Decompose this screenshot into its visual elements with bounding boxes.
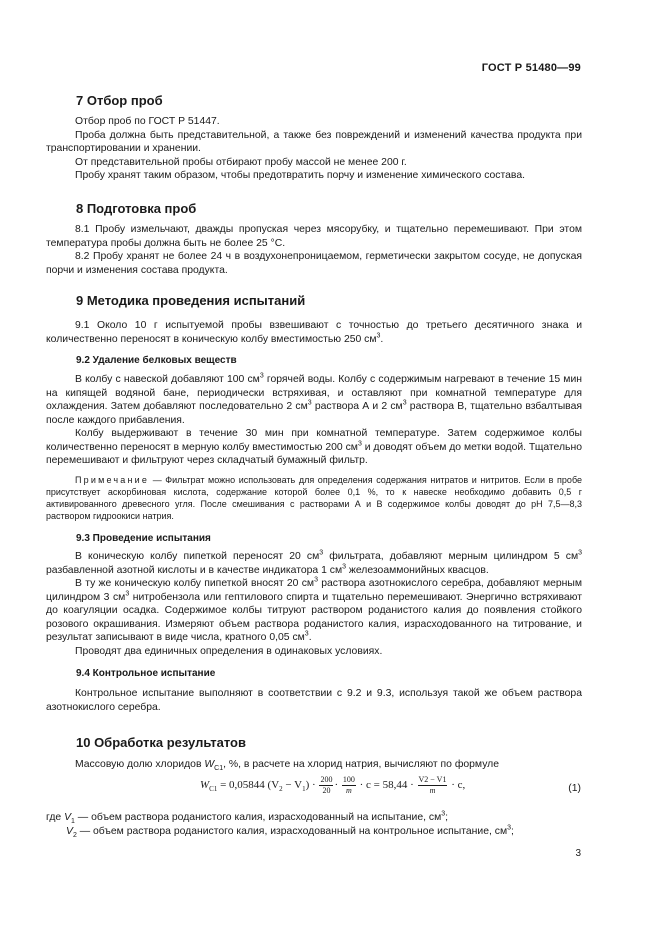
section-7-title: 7 Отбор проб <box>76 93 163 108</box>
where-block: где $V_1$ — объем раствора роданистого калия, израсходованный на испытание, $см^3$; $V_2$ — объем раствора роданистого калия, израсходованный на контрольное испытание, $см^3$; <box>46 810 514 839</box>
subsection-9-3-title: 9.3 Проведение испытания <box>76 533 211 544</box>
para-9-1: 9.1 Около 10 г испытуемой пробы взвешивают с точностью до третьего десятичного знака и количественно переносят в коническую колбу вместимостью 250 $см^3$. <box>46 320 582 345</box>
document-header: ГОСТ Р 51480—99 <box>481 62 581 74</box>
paragraph: Отбор проб по ГОСТ Р 51447. <box>75 116 220 127</box>
subsection-9-4-title: 9.4 Контрольное испытание <box>76 668 216 679</box>
note-label: Примечание <box>75 475 150 485</box>
para-10-intro: Массовую долю хлоридов $W_{C1}$, %, в расчете на хлорид натрия, вычисляют по формуле <box>75 759 499 773</box>
section-8-title: 8 Подготовка проб <box>76 201 197 216</box>
fraction: $\frac{100}{m}$ <box>342 775 355 795</box>
formula-number: (1) <box>568 783 581 794</box>
section-7-body <box>46 115 582 183</box>
para-9-4: Контрольное испытание выполняют в соответствии с 9.2 и 9.3, используя такой же объем раствора азотнокислого серебра. <box>46 688 582 713</box>
section-9-title: 9 Методика проведения испытаний <box>76 293 306 308</box>
formula-1: $W_{C1} = 0,05844$ $(V_2 - V_1)$ · $\frac{200}{20}$ · $\frac{100}{m}$ · c = 58,44 · $\frac{V2 - V1}{m}$ · c, <box>200 775 466 795</box>
section-10-title: 10 Обработка результатов <box>76 735 246 750</box>
paragraph: Проба должна быть представительной, а также без повреждений и изменений качества продукта при транспортировании и хранении. <box>46 129 582 154</box>
section-8-body <box>46 223 582 277</box>
page-number: 3 <box>575 848 581 859</box>
paragraph: Пробу хранят таким образом, чтобы предотвратить порчу и изменение химического состава. <box>75 170 525 181</box>
paragraph: 8.1 Пробу измельчают, дважды пропуская через мясорубку, и тщательно перемешивают. При этом температура пробы должна быть не более 25 °С. <box>46 224 582 249</box>
para-9-3: В коническую колбу пипеткой переносят 20 $см^3$ фильтрата, добавляют мерным цилиндром 5 $см^3$ разбавленной азотной кислоты и в качестве индикатора 1 $см^3$ железоаммонийных квасцов. В ту же коническую колбу пипеткой вносят 20 $см^3$ раствора азотнокислого серебра, добавляют мерным цилиндром 3 $см^3$ нитробензола или гептилового спирта и тщательно перемешивают. Энергично встряхивают до коагуляции осадка. Содержимое колбы титруют раствором роданистого калия до появления стойкого розового окрашивания. Измеряют объем раствора роданистого калия, израсходованного на титрование, и результат записывают в виде числа, кратного 0,05 $см^3$. Проводят два единичных определения в одинаковых условиях. <box>46 549 583 657</box>
fraction: $\frac{V2 - V1}{m}$ <box>418 775 447 795</box>
paragraph: 8.2 Пробу хранят не более 24 ч в воздухонепроницаемом, герметически закрытом сосуде, не допуская порчи и изменения состава продукта. <box>46 251 582 276</box>
note: Примечание — Фильтрат можно использовать для определения содержания нитратов и нитритов. Если в пробе присутствует аскорбиновая кислота, содержание которой более 0,1 %, то к навеске необходимо добавить 0,5 г активированного древесного угля. После смешивания с растворами А и В содержимое колбы доводят до рН 7,5—8,3 раствором гидроокиси натрия. <box>46 475 582 521</box>
para-9-2: В колбу с навеской добавляют 100 $см^3$ горячей воды. Колбу с содержимым нагревают в течение 15 мин на кипящей водяной бане, периодически встряхивая, и оставляют при комнатной температуре для охлаждения. Затем добавляют последовательно 2 $см^3$ раствора А и 2 $см^3$ раствора В, тщательно взбалтывая после каждого прибавления. Колбу выдерживают в течение 30 мин при комнатной температуре. Затем содержимое колбы количественно переносят в мерную колбу вместимостью 200 $см^3$ и доводят объем до метки водой. Тщательно перемешивают и фильтруют через складчатый бумажный фильтр. <box>46 372 582 466</box>
paragraph: От представительной пробы отбирают пробу массой не менее 200 г. <box>75 156 407 168</box>
subsection-9-2-title: 9.2 Удаление белковых веществ <box>76 355 237 366</box>
fraction: $\frac{200}{20}$ <box>320 775 333 795</box>
